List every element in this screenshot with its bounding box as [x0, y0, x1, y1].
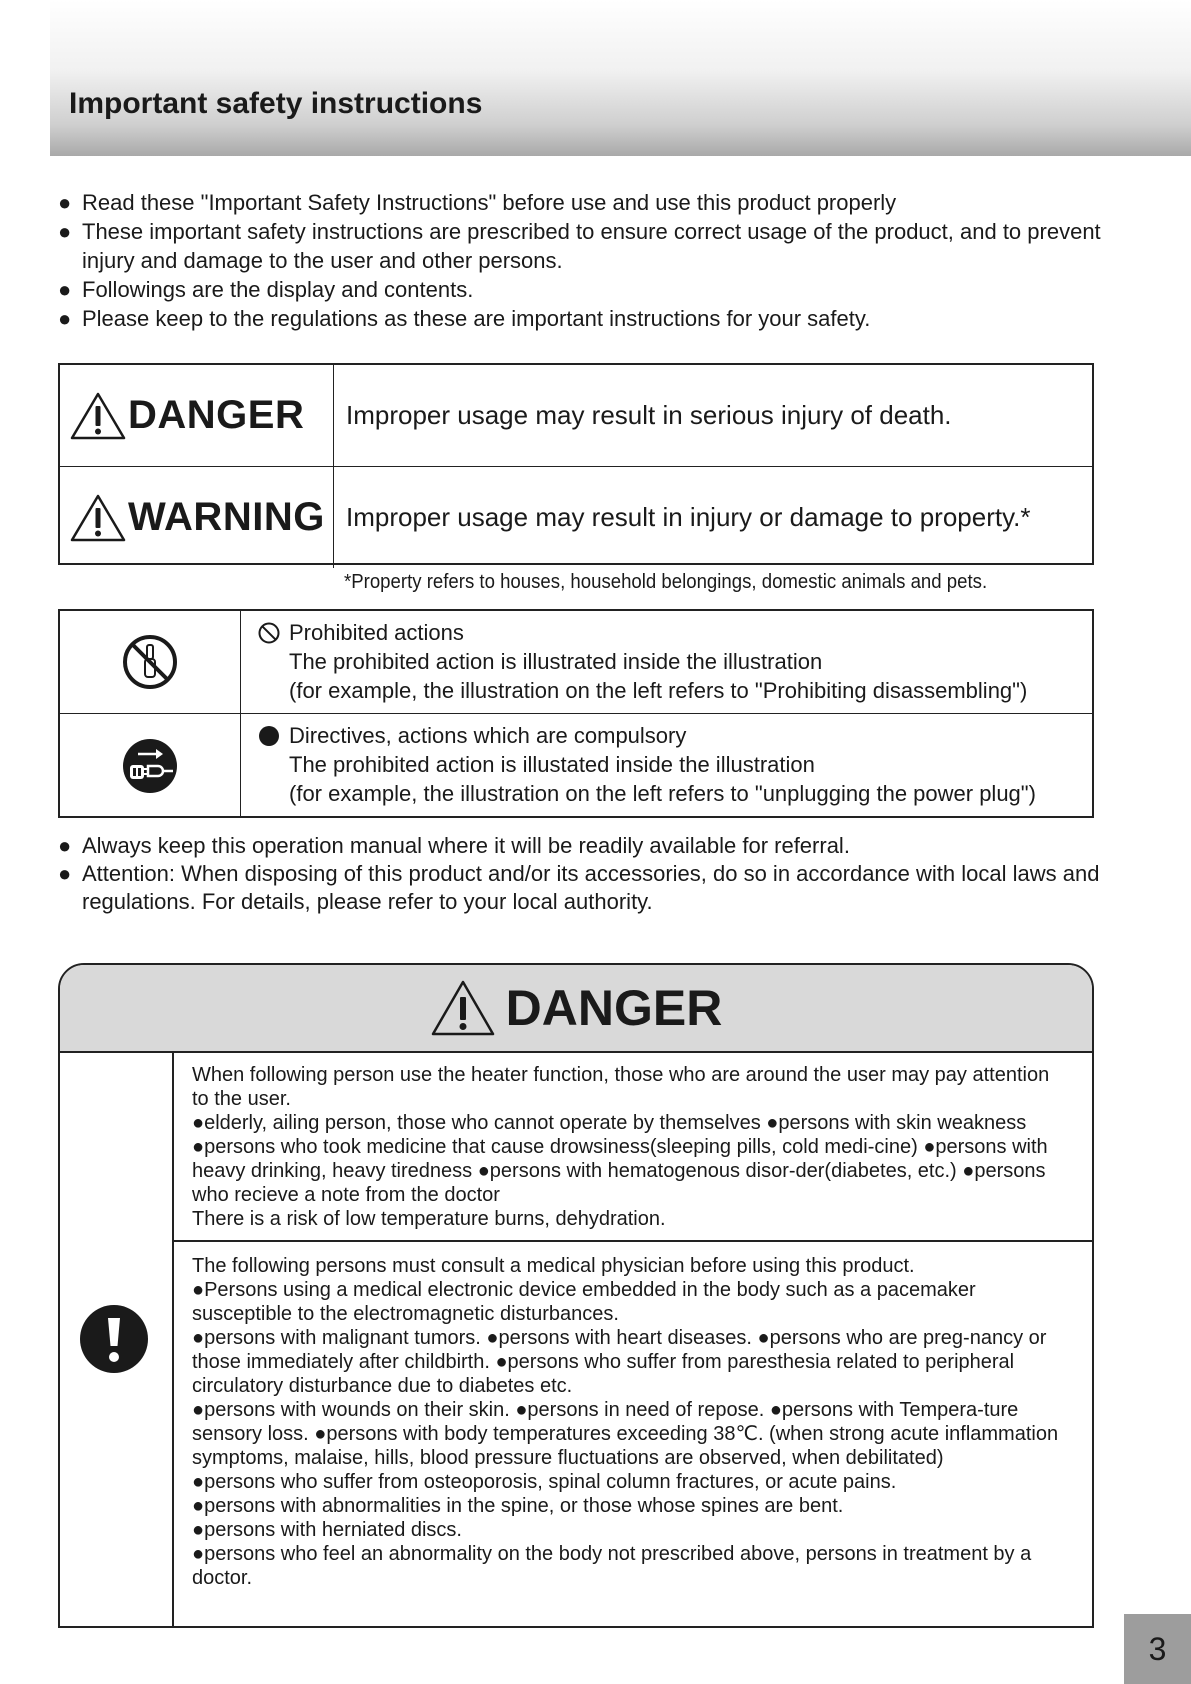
- danger-description: Improper usage may result in serious injury of death.: [346, 400, 952, 430]
- intro-item: ● These important safety instructions are prescribed to ensure correct usage of the product, and to prevent injury and damage to the user and other persons.: [58, 219, 1101, 273]
- danger-section-header: [60, 965, 1092, 1053]
- prohibited-title: Prohibited actions: [289, 620, 464, 645]
- page-number: 3: [1124, 1614, 1191, 1684]
- danger-section: [58, 963, 1094, 1628]
- page-title: Important safety instructions: [69, 87, 483, 120]
- prohibited-example: (for example, the illustration on the left refers to "Prohibiting disassembling"): [289, 678, 1028, 703]
- intro-item: ● Read these "Important Safety Instructions" before use and use this product properly: [58, 190, 897, 215]
- no-disassembly-icon: [121, 633, 179, 691]
- property-footnote: *Property refers to houses, household belongings, domestic animals and pets.: [344, 571, 988, 593]
- bullet-icon: ●: [58, 277, 72, 302]
- symbol-legend-table: [58, 609, 1094, 818]
- legend-row-warning: [60, 466, 1092, 568]
- paragraph: When following person use the heater function, those who are around the user may pay attention to the user.: [192, 1064, 1050, 1110]
- warning-description: Improper usage may result in injury or damage to property.*: [346, 502, 1031, 532]
- bullet-icon: ●: [58, 190, 72, 215]
- bullet-icon: ●: [58, 306, 72, 331]
- warning-triangle-icon: [430, 979, 496, 1037]
- warning-triangle-icon: [70, 391, 126, 441]
- danger-label: DANGER: [128, 393, 305, 437]
- prohibited-line: The prohibited action is illustrated inside the illustration: [289, 649, 823, 674]
- bullet-icon: ●: [58, 861, 72, 886]
- directive-dot-icon: [257, 724, 281, 748]
- symbol-row-directive: [60, 713, 1092, 817]
- paragraph: ●elderly, ailing person, those who cannot operate by themselves ●persons with skin weakness ●persons who took medicine that cause drowsiness(sleeping pills, cold medi-cine) ●persons with heavy drinking, heavy tiredness ●persons with hematogenous disor-der(diabetes, etc.) ●persons who recieve a note from the doctor: [192, 1112, 1048, 1206]
- paragraph: ●persons with abnormalities in the spine, or those whose spines are bent.: [192, 1495, 844, 1517]
- prohibited-circle-icon: [257, 621, 281, 645]
- unplug-power-icon: [121, 737, 179, 795]
- hazard-legend-table: [58, 363, 1094, 565]
- heater-caution-block: [174, 1051, 1092, 1242]
- intro-item: ● Followings are the display and contents.: [58, 277, 474, 302]
- note-item: ● Attention: When disposing of this product and/or its accessories, do so in accordance with local laws and regulations. For details, please refer to your local authority.: [58, 861, 1100, 914]
- paragraph: The following persons must consult a medical physician before using this product.: [192, 1255, 915, 1277]
- intro-list: [58, 188, 1138, 333]
- note-item: ● Always keep this operation manual where it will be readily available for referral.: [58, 833, 850, 858]
- notes-list: [58, 832, 1138, 916]
- directive-example: (for example, the illustration on the left refers to "unplugging the power plug"): [289, 781, 1036, 806]
- paragraph: ●persons with malignant tumors. ●persons with heart diseases. ●persons who are preg-nancy or those immediately after childbirth. ●persons who suffer from paresthesia related to peripheral circulatory disturbance due to diabetes etc.: [192, 1327, 1047, 1397]
- physician-consult-block: [174, 1242, 1092, 1590]
- legend-row-danger: [60, 365, 1092, 466]
- paragraph: There is a risk of low temperature burns, dehydration.: [192, 1208, 666, 1230]
- header-band: [50, 0, 1191, 156]
- mandatory-exclamation-icon: [79, 1304, 149, 1374]
- warning-label: WARNING: [128, 495, 325, 539]
- bullet-icon: ●: [58, 219, 72, 244]
- directive-title: Directives, actions which are compulsory: [289, 723, 687, 748]
- warning-triangle-icon: [70, 493, 126, 543]
- danger-section-title: DANGER: [505, 980, 723, 1036]
- bullet-icon: ●: [58, 833, 72, 858]
- paragraph: ●persons who suffer from osteoporosis, spinal column fractures, or acute pains.: [192, 1471, 897, 1493]
- paragraph: ●persons who feel an abnormality on the body not prescribed above, persons in treatment by a doctor.: [192, 1543, 1032, 1589]
- symbol-row-prohibited: [60, 611, 1092, 713]
- directive-line: The prohibited action is illustated inside the illustration: [289, 752, 815, 777]
- paragraph: ●persons with herniated discs.: [192, 1519, 462, 1541]
- paragraph: ●persons with wounds on their skin. ●persons in need of repose. ●persons with Tempera-ture sensory loss. ●persons with body temperatures exceeding 38℃. (when strong acute inflammation symptoms, malaise, hills, blood pressure fluctuations are observed, when debilitated): [192, 1399, 1059, 1469]
- intro-item: ● Please keep to the regulations as these are important instructions for your safety.: [58, 306, 871, 331]
- paragraph: ●Persons using a medical electronic device embedded in the body such as a pacemaker susceptible to the electromagnetic disturbances.: [192, 1279, 976, 1325]
